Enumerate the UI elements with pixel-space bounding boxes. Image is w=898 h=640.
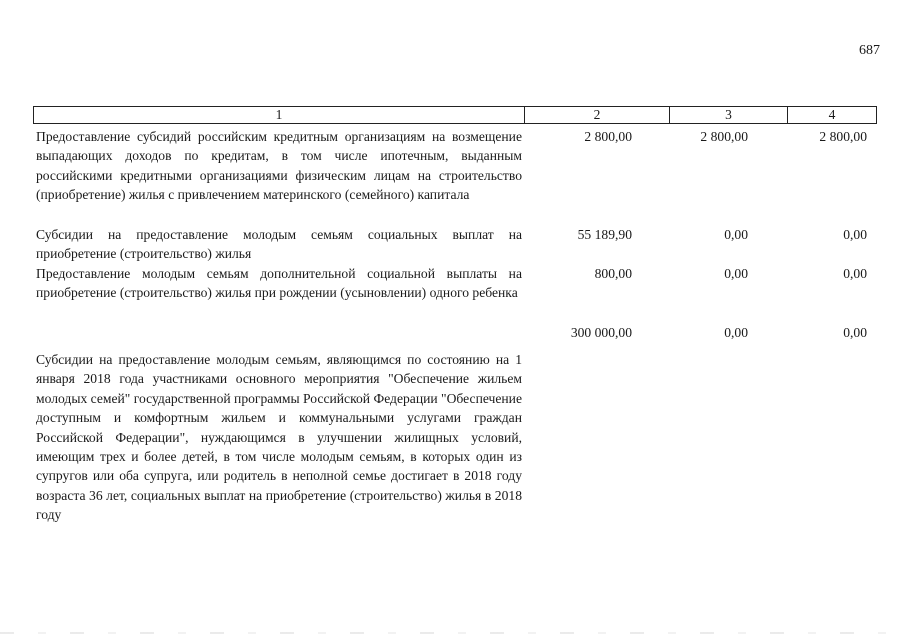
row-value-col2: 2 800,00 bbox=[584, 129, 632, 144]
page-number: 687 bbox=[859, 43, 880, 58]
row-description: Предоставление молодым семьям дополнительной социальной выплаты на приобретение (строительство) жилья при рождении (усыновлении) одного ребенка bbox=[36, 266, 522, 301]
row-value-col3: 0,00 bbox=[724, 325, 748, 340]
row-value-col3: 0,00 bbox=[724, 266, 748, 281]
table-row bbox=[33, 127, 877, 223]
row-value-col4: 2 800,00 bbox=[819, 129, 867, 144]
row-value-col4: 0,00 bbox=[843, 325, 867, 340]
row-description: Предоставление субсидий российским кредитным организациям на возмещение выпадающих доходов по кредитам, в том числе ипотечным, выданным российскими кредитными организациями физическим лицам на строительство (приобретение) жилья с привлечением материнского (семейного) капитала bbox=[36, 129, 522, 203]
row-value-col2: 300 000,00 bbox=[570, 325, 632, 340]
column-header-2: 2 bbox=[525, 107, 670, 123]
row-value-col3: 0,00 bbox=[724, 227, 748, 242]
table-header-row bbox=[33, 106, 877, 124]
table-row bbox=[33, 225, 877, 265]
table-row bbox=[33, 264, 877, 324]
row-description: Субсидии на предоставление молодым семьям, являющимся по состоянию на 1 января 2018 года участниками основного мероприятия "Обеспечение жильем молодых семей" государственной программы Российской Федерации "Обеспечение доступным и комфортным жильем и коммунальными услугами граждан Российской Федерации", нуждающимся в улучшении жилищных условий, имеющим трех и более детей, в том числе молодым семьям, в которых один из супругов или оба супруга, или родитель в неполной семье достигает в 2018 году возраста 36 лет, социальных выплат на приобретение (строительство) жилья в 2018 году bbox=[36, 352, 522, 523]
row-value-col2: 800,00 bbox=[594, 266, 632, 281]
column-header-1: 1 bbox=[34, 107, 525, 123]
column-header-4: 4 bbox=[828, 107, 836, 122]
row-description: Субсидии на предоставление молодым семьям социальных выплат на приобретение (строительство) жилья bbox=[36, 227, 522, 262]
scan-artifact bbox=[0, 632, 898, 634]
table-row bbox=[33, 350, 877, 540]
row-value-col4: 0,00 bbox=[843, 266, 867, 281]
table-row bbox=[33, 323, 877, 345]
row-value-col2: 55 189,90 bbox=[577, 227, 632, 242]
row-value-col3: 2 800,00 bbox=[700, 129, 748, 144]
row-value-col4: 0,00 bbox=[843, 227, 867, 242]
column-header-3: 3 bbox=[670, 107, 788, 123]
